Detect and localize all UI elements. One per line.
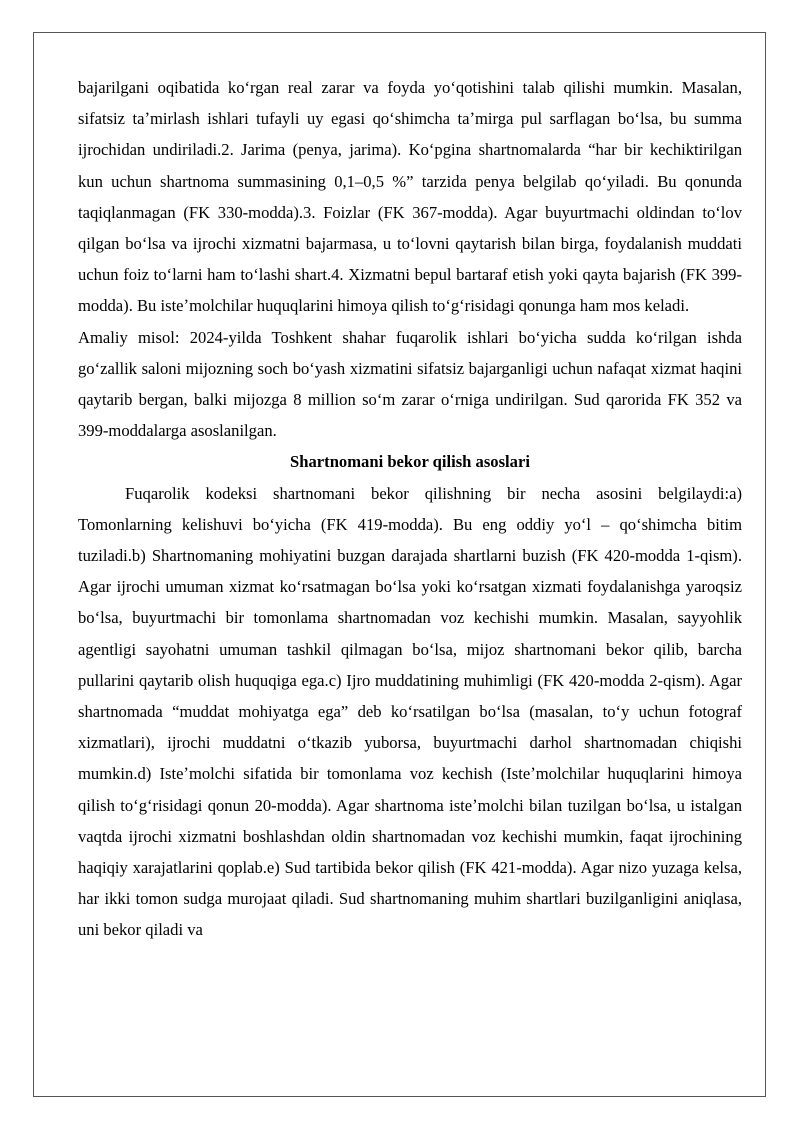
paragraph-termination-grounds: Fuqarolik kodeksi shartnomani bekor qilishning bir necha asosini belgilaydi:a) Tomonlarning kelishuvi boʻyicha (FK 419-modda). Bu eng oddiy yoʻl – qoʻshimcha bitim tuziladi.b) Shartnomaning mohiyatini buzgan darajada shartlarni buzish (FK 420-modda 1-qism). Agar ijrochi umuman xizmat koʻrsatmagan boʻlsa yoki koʻrsatgan xizmati foydalanishga yaroqsiz boʻlsa, buyurtmachi bir tomonlama shartnomadan voz kechishi mumkin. Masalan, sayyohlik agentligi sayohatni umuman tashkil qilmagan boʻlsa, mijoz shartnomani bekor qilib, barcha pullarini qaytarib olish huquqiga ega.c) Ijro muddatining muhimligi (FK 420-modda 2-qism). Agar shartnomada “muddat mohiyatga ega” deb koʻrsatilgan boʻlsa (masalan, toʻy uchun fotograf xizmatlari), ijrochi muddatni oʻtkazib yuborsa, buyurtmachi darhol shartnomadan chiqishi mumkin.d) Isteʼmolchi sifatida bir tomonlama voz kechish (Isteʼmolchilar huquqlarini himoya qilish toʻgʻrisidagi qonun 20-modda). Agar shartnoma isteʼmolchi bilan tuzilgan boʻlsa, u istalgan vaqtda ijrochi xizmatni boshlashdan oldin shartnomadan voz kechishi mumkin, faqat ijrochining haqiqiy xarajatlarini qoplab.e) Sud tartibida bekor qilish (FK 421-modda). Agar nizo yuzaga kelsa, har ikki tomon sudga murojaat qiladi. Sud shartnomaning muhim shartlari buzilganligini aniqlasa, uni bekor qiladi va: [78, 483, 742, 940]
document-body: [78, 72, 742, 946]
section-heading: Shartnomani bekor qilish asoslari: [290, 452, 530, 472]
paragraph-practical-example: Amaliy misol: 2024-yilda Toshkent shahar fuqarolik ishlari boʻyicha sudda koʻrilgan ishda goʻzallik saloni mijozning soch boʻyash xizmatini sifatsiz bajarganligi uchun nafaqat xizmat haqini qaytarib bergan, balki mijozga 8 million soʻm zarar oʻrniga undirilgan. Sud qarorida FK 352 va 399-moddalarga asoslanilgan.: [78, 327, 742, 441]
paragraph-remedies: bajarilgani oqibatida koʻrgan real zarar va foyda yoʻqotishini talab qilishi mumkin. Masalan, sifatsiz taʼmirlash ishlari tufayli uy egasi qoʻshimcha taʼmirga pul sarflagan boʻlsa, bu summa ijrochidan undiriladi.2. Jarima (penya, jarima). Koʻpgina shartnomalarda “har bir kechiktirilgan kun uchun shartnoma summasining 0,1–0,5 %” tarzida penya belgilab qoʻyiladi. Bu qonunda taqiqlanmagan (FK 330-modda).3. Foizlar (FK 367-modda). Agar buyurtmachi oldindan toʻlov qilgan boʻlsa va ijrochi xizmatni bajarmasa, u toʻlovni qaytarish bilan birga, foydalanish muddati uchun foiz toʻlarni ham toʻlashi shart.4. Xizmatni bepul bartaraf etish yoki qayta bajarish (FK 399-modda). Bu isteʼmolchilar huquqlarini himoya qilish toʻgʻrisidagi qonunga ham mos keladi.: [78, 78, 742, 316]
